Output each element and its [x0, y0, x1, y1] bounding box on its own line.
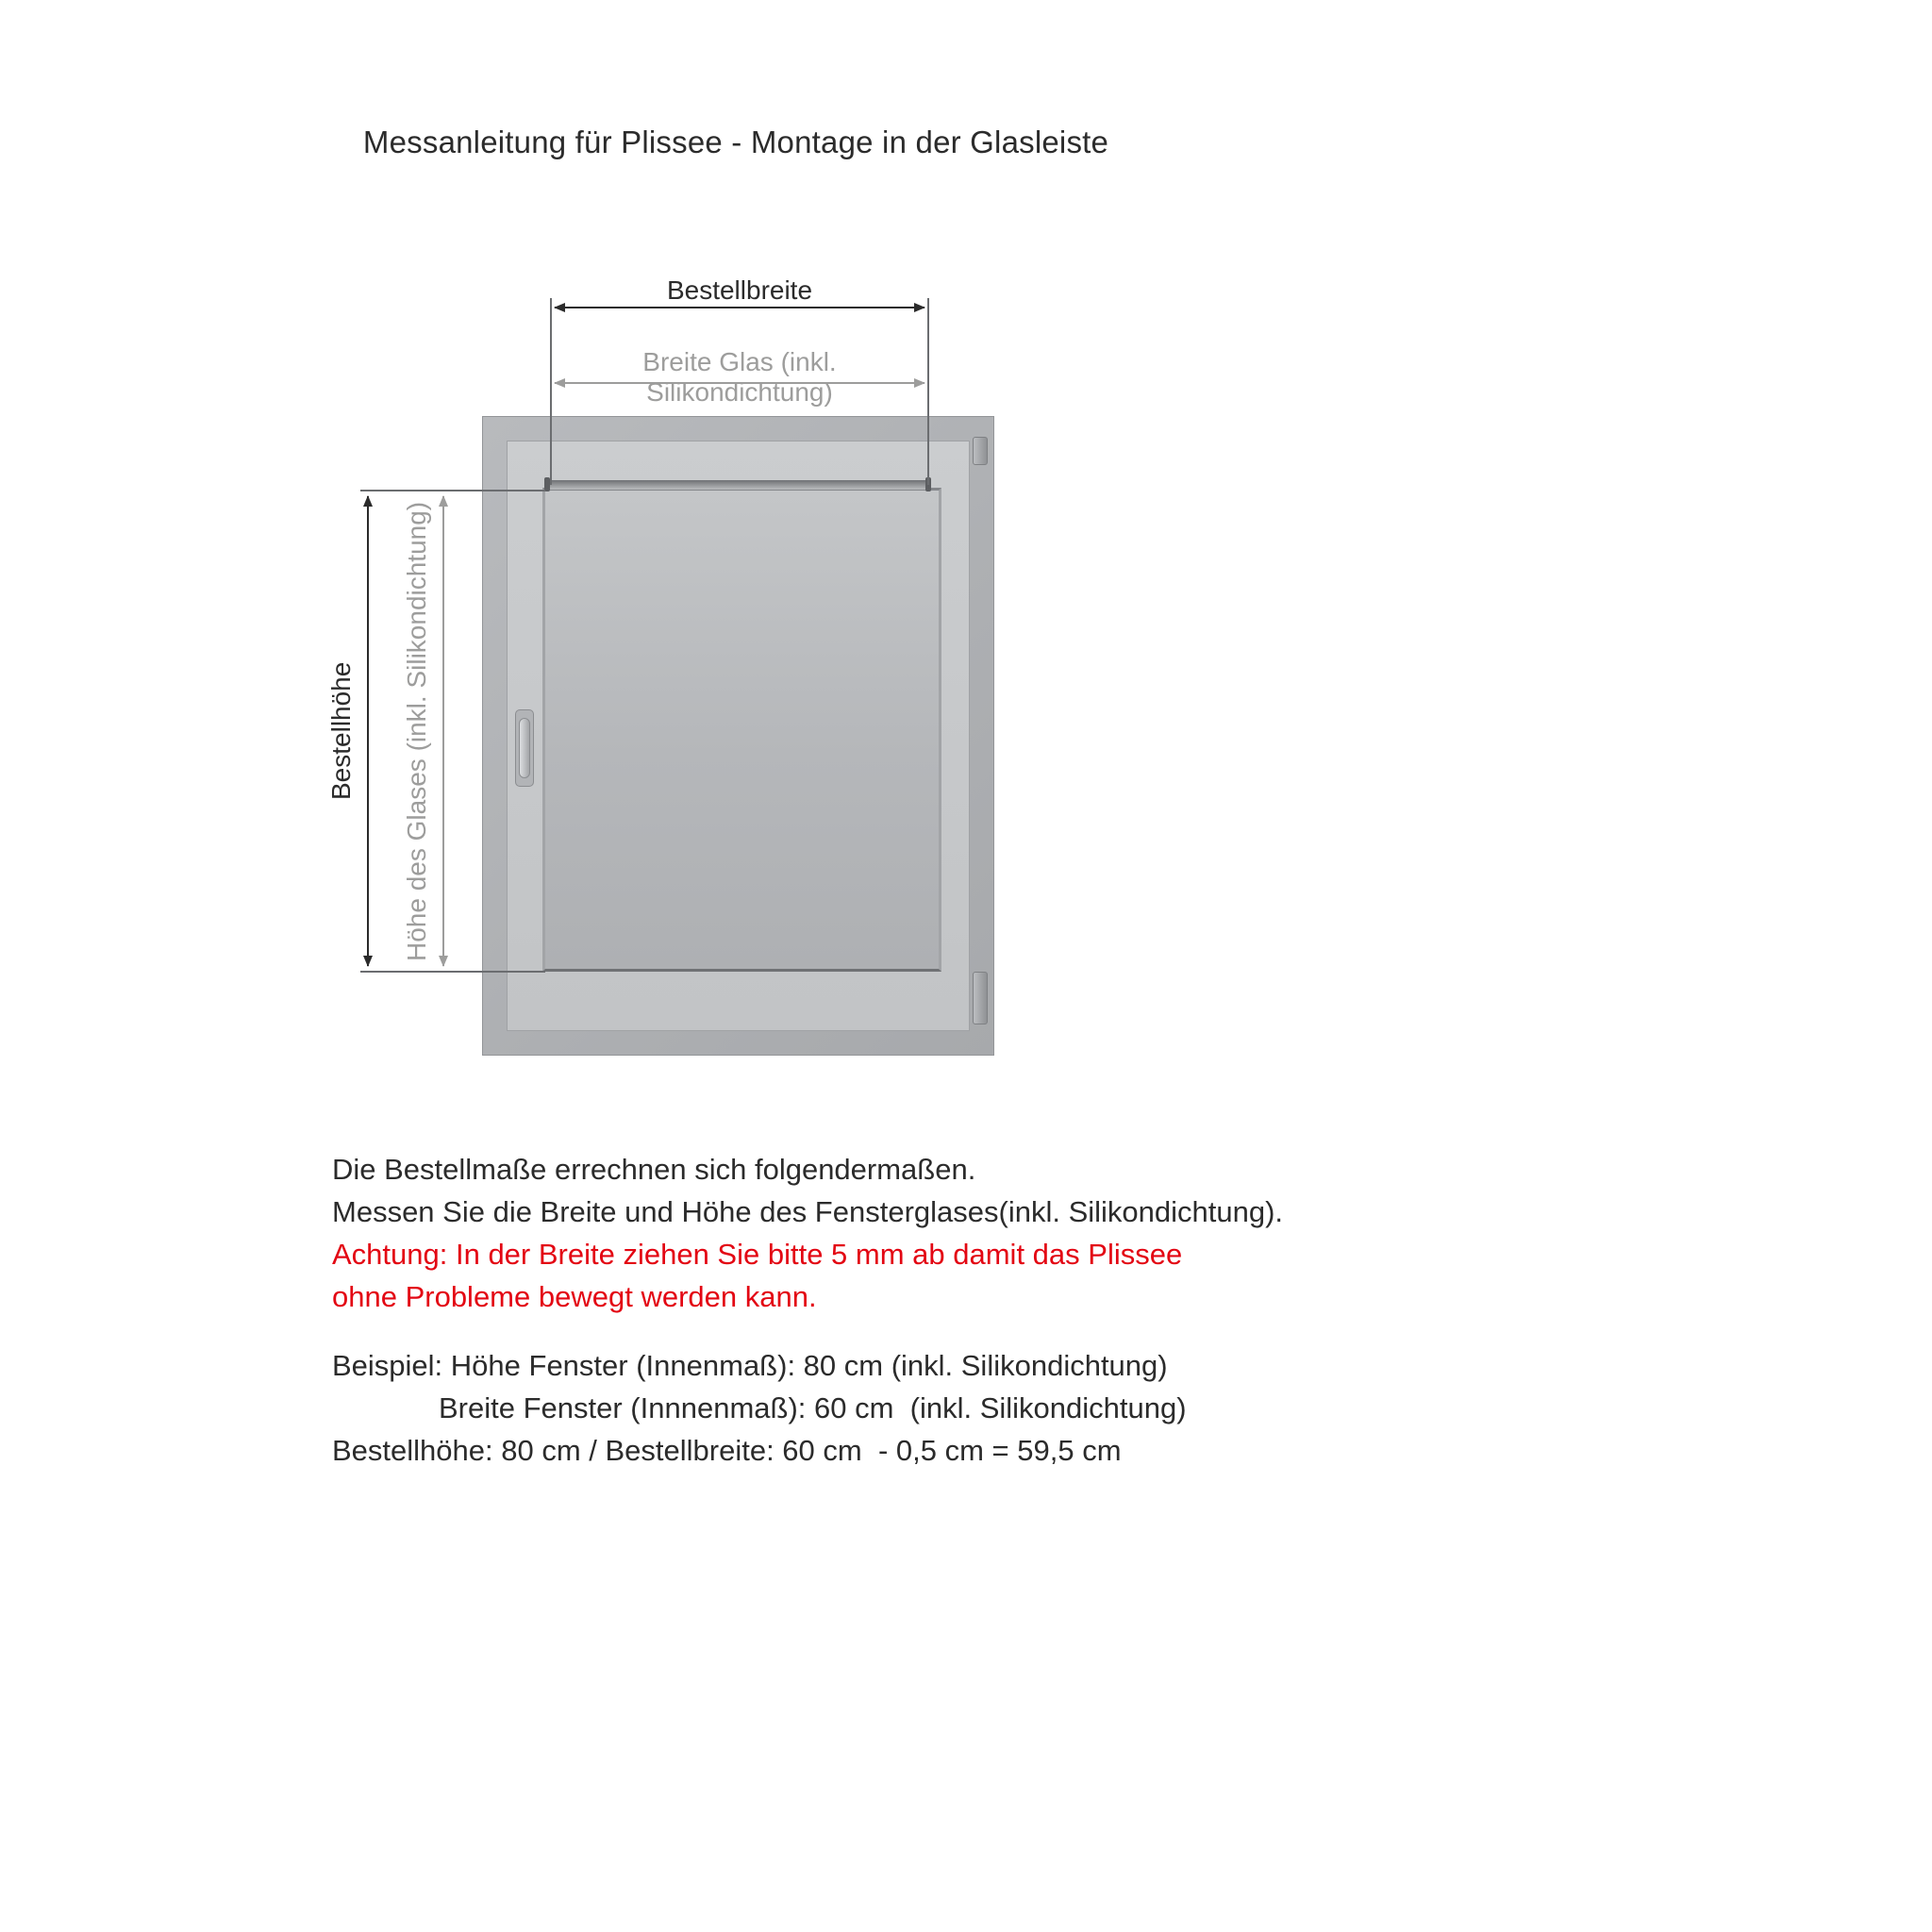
instruction-line-1: Die Bestellmaße errechnen sich folgendermaßen. [332, 1153, 976, 1186]
order-height-label: Bestellhöhe [326, 661, 356, 801]
instruction-line-2: Messen Sie die Breite und Höhe des Fensterglases(inkl. Silikondichtung). [332, 1195, 1284, 1228]
window-glass-pane [542, 488, 941, 972]
warning-line-2: ohne Probleme bewegt werden kann. [332, 1280, 817, 1313]
window-handle [519, 718, 530, 778]
glass-height-label: Höhe des Glases (inkl. Silikondichtung) [402, 501, 431, 961]
plissee-top-rail [548, 480, 929, 490]
plissee-rail-endcap-left [544, 477, 550, 491]
plissee-rail-endcap-right [925, 477, 931, 491]
page-title: Messanleitung für Plissee - Montage in der Glasleiste [362, 125, 1109, 159]
order-width-label: Bestellbreite [666, 275, 813, 305]
window-hinge-bottom [973, 972, 988, 1024]
example-line-1: Beispiel: Höhe Fenster (Innenmaß): 80 cm (inkl. Silikondichtung) [332, 1349, 1168, 1382]
example-line-2: Breite Fenster (Innnenmaß): 60 cm (inkl. Silikondichtung) [439, 1391, 1187, 1424]
window-hinge-top [973, 437, 988, 465]
example-line-3: Bestellhöhe: 80 cm / Bestellbreite: 60 cm - 0,5 cm = 59,5 cm [332, 1434, 1122, 1467]
warning-line-1: Achtung: In der Breite ziehen Sie bitte 5 mm ab damit das Plissee [332, 1238, 1183, 1271]
glass-width-label: Breite Glas (inkl. Silikondichtung) [642, 347, 837, 407]
